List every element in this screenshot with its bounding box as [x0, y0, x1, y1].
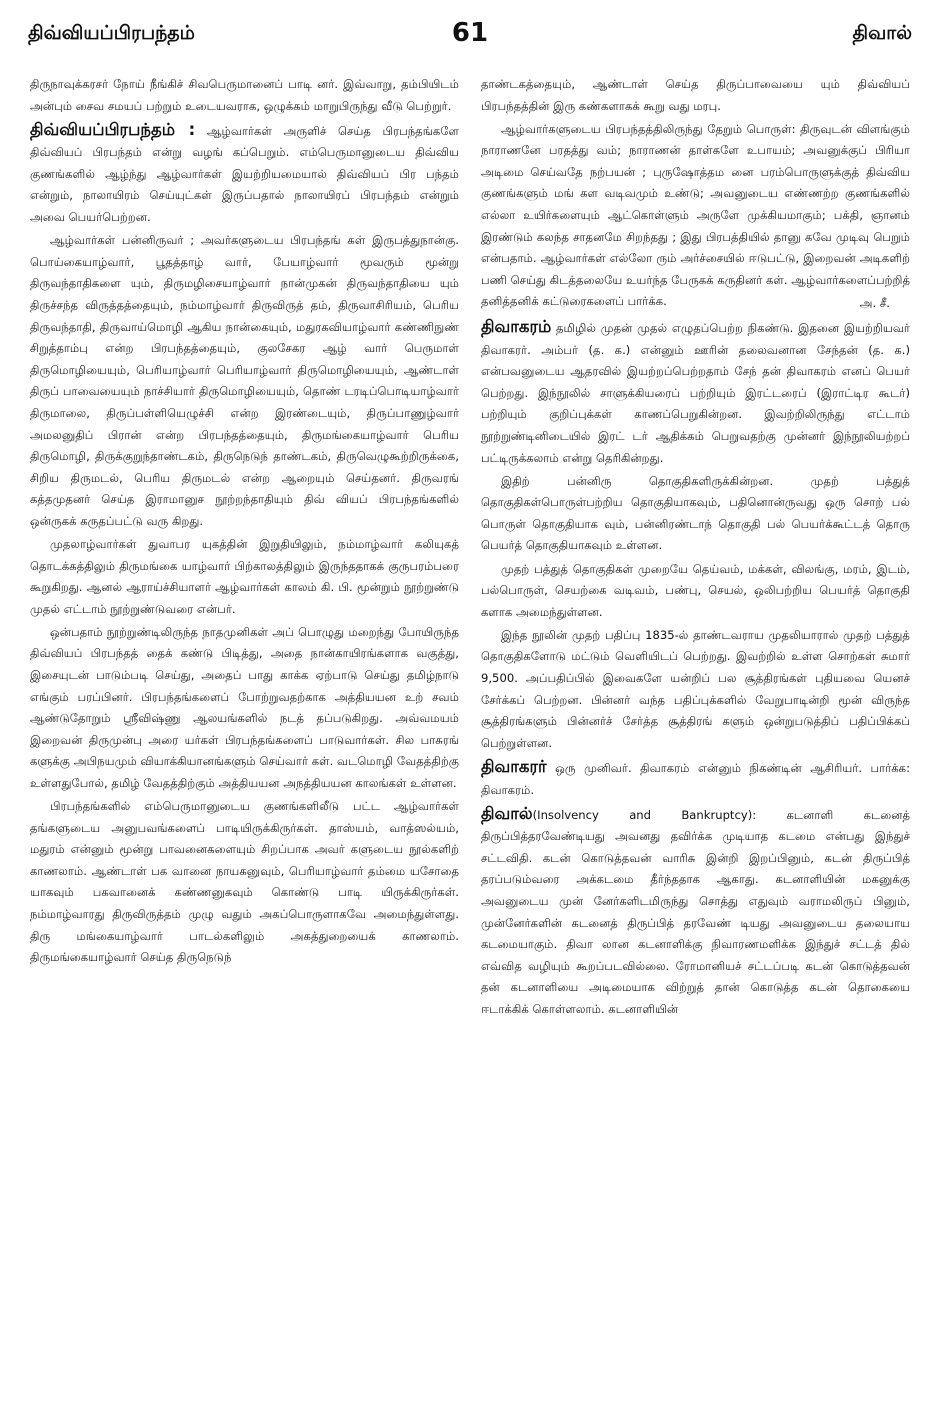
right-column — [481, 74, 910, 1413]
entry-headword: திவ்வியப்பிரபந்தம் : — [30, 119, 196, 139]
entry-text: ஆழ்வார்கள் அருளிச் செய்த பிரபந்தங்களே திவ்வியப் பிரபந்தம் என்று வழங் கப்பெறும். எம்பெருமானுடைய திவ்விய குணங்களில் ஆழ்ந்து ஆழ்வார்கள் இயற்றியமையால் திவ்வியப் பிர பந்தம் என்றும், நாலாயிரம் செய்யுட்கள் இருப்பதால் நாலாயிரப் பிரபந்தம் என்றும் அவை பெயர்பெற்றன. — [30, 123, 459, 225]
paragraph: ஆழ்வார்கள் பன்னிருவர் ; அவர்களுடைய பிரபந்தங் கள் இருபத்துநான்கு. பொய்கையாழ்வார், பூதத்தாழ் வார், பேயாழ்வார் மூவரும் மூன்று திருவந்தாதிகளை யும், திருமழிசையாழ்வார் நான்முகன் திருவந்தாதியை யும் திருச்சந்த விருத்தத்தையும், நம்மாழ்வார் திருவிருத் தம், திருவாசிரியம், பெரிய திருவந்தாதி, திருவாய்மொழி ஆகிய நான்கையும், மதுரகவியாழ்வார் கண்ணிநுண் சிறுத்தாம்பு என்ற பிரபந்தத்தையும், குலசேகர ஆழ் வார் பெருமாள் திருமொழியையும், பெரியாழ்வார் பெரியாழ்வார் திருமொழியையும், ஆண்டாள் திருப் பாவையையும் நாச்சியார் திருமொழியையும், தொண் டரடிப்பொடியாழ்வார் திருமாலை, திருப்பள்ளியெழுச்சி என்ற இரண்டையும், திருப்பாணுழ்வார் அமலனுதிப் பிரான் என்ற பிரபந்தத்தையும், திருமங்கையாழ்வார் பெரிய திருமொழி, திருக்குறுந்தாண்டகம், திருநெடுந் தாண்டகம், திருவெழுகூற்றிருக்கை, சிறிய திருமடல், பெரிய திருமடல் என்ற ஆறையும் செய்தனர். திருவரங் கத்தமுதனர் செய்த இராமானுச நூற்றந்தாதியும் திவ் வியப் பிரபந்தங்களில் ஒன்ருகக் கருதப்பட்டு வரு கிறது. — [30, 233, 459, 528]
running-head-right: திவால் — [852, 22, 912, 44]
entry-headword-english: (Insolvency and Bankruptcy): — [532, 807, 757, 822]
entry-divakarar — [481, 756, 910, 801]
entry-headword: திவால் — [481, 803, 533, 823]
page-header — [28, 18, 912, 62]
paragraph: இதிற் பன்னிரு தொகுதிகளிருக்கின்றன. முதற் பத்துத் தொகுதிகள்பொருள்பற்றிய தொகுதியாகவும், பதினொன்ருவது ஒரு சொற் பல் பொருள் தொகுதியாக வும், பன்னிரண்டாந் தொகுதி பல் பெயர்க்கூட்டத் தொரு பெயர்த் தொகுதியாகவும் உள்ளன. — [481, 473, 910, 553]
entry-divyaprabandham — [30, 119, 459, 229]
entry-text: கடனாளி கடனைத் திருப்பித்தரவேண்டியது அவனது தவிர்க்க முடியாத கடமை என்பது இந்துச் சட்டவிதி. கடன் கொடுத்தவன் வாரிசு இன்றி இறப்பினும், கடன் திருப்பித் தரப்படும்வரை அக்கடமை தீர்ந்ததாக ஆகாது. கடனாளியின் மகனுக்கு அவனுடைய முன் னேர்களிடமிருந்து சொத்து எதுவும் வராமலிருப் பினும், முன்னேர்களின் கடனைத் திருப்பித் தரவேண் டியது அவனுடைய தலையாய கடமையாகும். திவா லான கடனாளிக்கு நிவாரணமளிக்க இந்துச் சட்டத் தில் எவ்வித வழியும் கூறப்படவில்லை. ரோமானியச் சட்டப்படி கடன் கொடுத்தவன் தன் கடனாளியை அடிமையாக விற்றுத் தான் கொடுத்த கடன் தொகையை ஈடாக்கிக் கொள்ளலாம். கடனாளியின் — [481, 807, 910, 1016]
paragraph: திருநாவுக்கரசர் நோய் நீங்கிச் சிவபெருமானைப் பாடி னர். இவ்வாறு, தம்பியிடம் அன்பும் சைவ சமயப் பற்றும் உடையவராக, ஒழுக்கம் மாறுபிருந்து வீடு பெற்றுர். — [30, 77, 459, 113]
paragraph: முதற் பத்துத் தொகுதிகள் முறையே தெய்வம், மக்கள், விலங்கு, மரம், இடம், பல்பொருள், செயற்கை வடிவம், பண்பு, செயல், ஒலிபற்றிய பெயர்த் தொகுதி களாக அமைந்துள்ளன. — [481, 561, 910, 619]
entry-text: ஒரு முனிவர். திவாகரம் என்னும் நிகண்டின் ஆசிரியர். பார்க்க: திவாகரம். — [481, 760, 910, 797]
running-head-left: திவ்வியப்பிரபந்தம் — [28, 22, 195, 44]
paragraph: இந்த நூலின் முதற் பதிப்பு 1835-ல் தாண்டவராய முதலியாரால் முதற் பத்துத் தொகுதிகளோடு மட்டும் வெளியிடப் பெற்றது. இவற்றில் உள்ள சொற்கள் சுமார் 9,500. அப்பதிப்பில் இவைகளே யன்றிப் பல சூத்திரங்கள் புதியவை யெனச் சேர்க்கப் பெற்றன. பின்னர் வந்த பதிப்புக்களில் வேறுபாடின்றி மூன் விருந்த சூத்திரங்களும் பின்னர்ச் சேர்த்த சூத்திரங் களும் ஒன்றுபடுத்திப் பதிப்பிக்கப் பெற்றுள்ளன. — [481, 627, 910, 750]
left-column — [30, 74, 459, 1413]
page-number: 61 — [451, 18, 489, 48]
text-columns — [30, 74, 910, 1413]
paragraph: ஆழ்வார்களுடைய பிரபந்தத்திலிருந்து தேறும் பொருள்: திருவுடன் விளங்கும் நாராணனே பரதத்து வம்; நாராணன் தாள்களே உபாயம்; அவனுக்குப் பிரியா அடிமை செய்வதே நற்பயன் ; புருஷோத்தம னை பரம்பொருளுக்குத் திவ்விய குணங்களும் மங் கள வடிவமும் உண்டு; அவனுடைய எண்ணற்ற குணங்களில் எல்லா உயிர்களையும் ஆட்கொள்ளும் அருளே முக்கியமாகும்; பக்தி, ஞானம் இரண்டும் கலந்த சாதனமே சிறந்தது ; இது பிரபத்தியில் தானு கவே முடிவு பெறும் என்பதாம். ஆழ்வார்கள் எல்லோ ரும் அர்ச்சையில் ஈடுபட்டு, இறைவன் அடிகளிற் பணி செய்து கிடத்தலையே உயர்ந்த பேருகக் கருதினர் கள். ஆழ்வார்களைப்பற்றித் தனித்தனிக் கட்டுரைகளைப் பார்க்க. — [481, 121, 910, 309]
paragraph: தாண்டகத்தையும், ஆண்டாள் செய்த திருப்பாவையை யும் திவ்வியப் பிரபந்தத்தின் இரு கண்களாகக் கூறு வது மரபு. — [481, 77, 910, 113]
entry-headword: திவாகரர் — [481, 756, 547, 776]
author-initials: அ. சீ. — [859, 295, 890, 310]
entry-thival — [481, 803, 910, 1021]
paragraph: ஒன்பதாம் நூற்றுண்டிலிருந்த நாதமுனிகள் அப் பொழுது மறைந்து போயிருந்த திவ்வியப் பிரபந்தத் தைக் கண்டு பிடித்து, அதை நான்காயிரங்களாக வகுத்து, இசையுடன் பாடும்படி செய்து, அதைப் பாது காக்க ஏற்பாடு செய்து தமிழ்நாடு எங்கும் பரப்பினர். பிரபந்தங்களைப் போற்றுவதற்காக அத்தியயன உற் சவம் ஆண்டுதோறும் ஸ்ரீவிஷ்ணு ஆலயங்களில் நடத் தப்படுகிறது. அவ்வமயம் இறைவன் திருமுன்பு அரை யர்கள் பிரபந்தங்களைப் பாடுவார்கள். சில பாசுரங் களுக்கு அபிநயமும் வியாக்கியானங்களும் செய்வார் கள். வடமொழி வேதத்திற்கு உள்ளதுபோல், தமிழ் வேதத்திற்கும் அத்தியயன அநத்தியயன காலங்கள் உள்ளன. — [30, 624, 459, 790]
paragraph: பிரபந்தங்களில் எம்பெருமானுடைய குணங்களிலீடு பட்ட ஆழ்வார்கள் தங்களுடைய அனுபவங்களைப் பாடியிருக்கிருர்கள். தாஸ்யம், வாத்ஸல்யம், மதுரம் என்னும் மூன்று பாவனைகளையும் சிறப்பாக அவர் களுடைய நூல்களிற் காணலாம். ஆண்டாள் பக வானை நாயகனுவும், பெரியாழ்வார் தம்மை யசோதை யாகவும் பகவானைக் கண்ணனுகவும் கொண்டு பாடி யிருக்கிருர்கள். நம்மாழ்வாரது திருவிருத்தம் முழு வதும் அகப்பொருளாகவே அமைந்துள்ளது. திரு மங்கையாழ்வார் பாடல்களிலும் அகத்துறையைக் காணலாம். திருமங்கையாழ்வார் செய்த திருநெடுந் — [30, 799, 459, 965]
entry-text: தமிழில் முதன் முதல் எழுதப்பெற்ற நிகண்டு. இதனை இயற்றியவர் திவாகரர். அம்பர் (த. க.) என்னும் ஊரின் தலைவனான சேந்தன் (த. க.) என்பவனுடைய ஆதரவில் இயற்றப்பெற்றதாம் சேந் தன் திவாகரம் எனப் பெயர் பெற்றது. இந்நூலில் சாளுக்கியரைப் பற்றியும் இரட்டரைப் (இராட்டிர கூடர்) பற்றியும் குறிப்புக்கள் காணப்பெறுகின்றன. இவற்றிலிருந்து எட்டாம் நூற்றுண்டினிடையில் இரட் டர் ஆதிக்கம் பெறுவதற்கு முன்னர் இந்நூலியற்றப் பட்டிருக்கலாம் என்று தெரிகின்றது. — [481, 321, 910, 465]
entry-divakaram — [481, 316, 910, 469]
entry-headword: திவாகரம் — [481, 317, 552, 337]
paragraph: முதலாழ்வார்கள் துவாபர யுகத்தின் இறுதியிலும், நம்மாழ்வார் கலியுகத் தொடக்கத்திலும் திருமங்கை யாழ்வார் பிற்காலத்திலும் இருந்ததாகக் குருபரம்பரை கூறுகிறது. ஆனல் ஆராய்ச்சியாளர் ஆழ்வார்கள் காலம் கி. பி. மூன்றும் நூற்றுண்டு முதல் எட்டாம் நூற்றுண்டுவரை என்பர். — [30, 536, 459, 616]
